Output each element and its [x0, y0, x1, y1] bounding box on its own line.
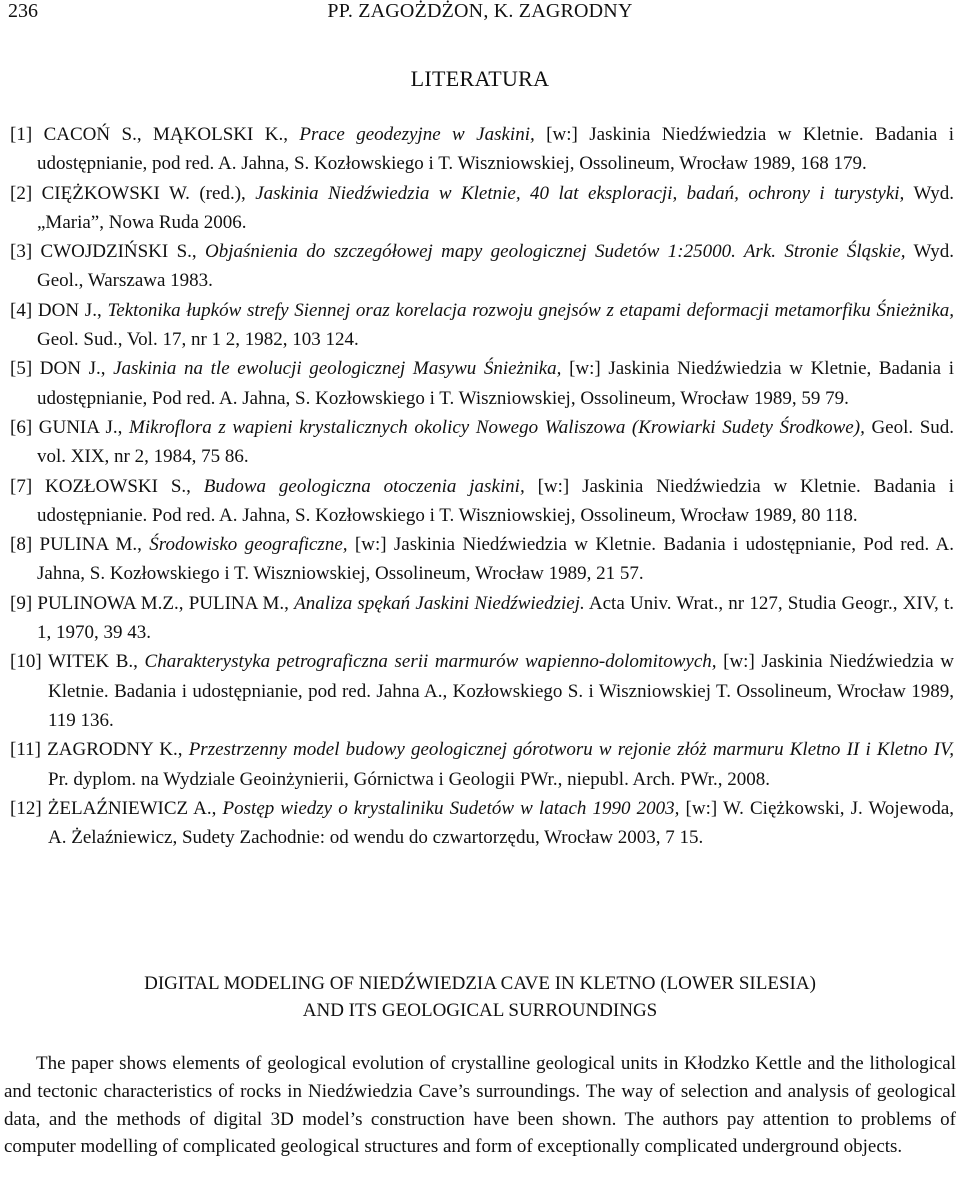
reference-item: [7] KOZŁOWSKI S., Budowa geologiczna otoczenia jaskini, [w:] Jaskinia Niedźwiedzia w Kletnie. Badania i udostępnianie. Pod red. A. Jahna, S. Kozłowskiego i T. Wiszniowskiej, Ossolineum, Wrocław 1989, 80 118.	[10, 475, 955, 526]
page-number: 236	[8, 0, 38, 22]
reference-item: [2] CIĘŻKOWSKI W. (red.), Jaskinia Niedźwiedzia w Kletnie, 40 lat eksploracji, badań, ochrony i turystyki, Wyd. „Maria”, Nowa Ruda 2006.	[10, 182, 954, 233]
running-header: PP. ZAGOŻDŻON, K. ZAGRODNY	[327, 0, 633, 22]
section-heading: LITERATURA	[410, 66, 550, 91]
abstract-body: The paper shows elements of geological evolution of crystalline geological units in Kłodzko Kettle and the lithological and tectonic characteristics of rocks in Niedźwiedzia Cave’s surroundings. The way of selection and analysis of geological data, and the methods of digital 3D model’s construction have been shown. The authors pay attention to problems of computer modelling of complicated geological structures and form of exceptionally complicated underground objects.	[4, 1053, 956, 1158]
reference-item: [3] CWOJDZIŃSKI S., Objaśnienia do szczegółowej mapy geologicznej Sudetów 1:25000. Ark. Stronie Śląskie, Wyd. Geol., Warszawa 1983.	[10, 241, 955, 292]
abstract-title-line: DIGITAL MODELING OF NIEDŹWIEDZIA CAVE IN KLETNO (LOWER SILESIA)	[144, 973, 816, 994]
reference-item: [6] GUNIA J., Mikroflora z wapieni krystalicznych okolicy Nowego Waliszowa (Krowiarki Sudety Środkowe), Geol. Sud. vol. XIX, nr 2, 1984, 75 86.	[10, 416, 955, 468]
reference-item: [12] ŻELAŹNIEWICZ A., Postęp wiedzy o krystaliniku Sudetów w latach 1990 2003, [w:] W. Ciężkowski, J. Wojewoda, A. Żelaźniewicz, Sudety Zachodnie: od wendu do czwartorzędu, Wrocław 2003, 7 15.	[10, 797, 955, 849]
reference-list	[10, 120, 954, 852]
reference-item: [8] PULINA M., Środowisko geograficzne, [w:] Jaskinia Niedźwiedzia w Kletnie. Badania i udostępnianie, Pod red. A. Jahna, S. Kozłowskiego i T. Wiszniowskiej, Ossolineum, Wrocław 1989, 21 57.	[10, 534, 955, 585]
reference-item: [10] WITEK B., Charakterystyka petrograficzna serii marmurów wapienno-dolomitowych, [w:] Jaskinia Niedźwiedzia w Kletnie. Badania i udostępnianie, pod red. Jahna A., Kozłowskiego S. i Wiszniowskiej T. Ossolineum, Wrocław 1989, 119 136.	[10, 651, 954, 731]
reference-item: [4] DON J., Tektonika łupków strefy Siennej oraz korelacja rozwoju gnejsów z etapami deformacji metamorfiku Śnieżnika, Geol. Sud., Vol. 17, nr 1 2, 1982, 103 124.	[10, 299, 955, 351]
reference-item: [1] CACOŃ S., MĄKOLSKI K., Prace geodezyjne w Jaskini, [w:] Jaskinia Niedźwiedzia w Kletnie. Badania i udostępnianie, pod red. A. Jahna, S. Kozłowskiego i T. Wiszniowskiej, Ossolineum, Wrocław 1989, 168 179.	[10, 124, 955, 175]
abstract-title-line: AND ITS GEOLOGICAL SURROUNDINGS	[302, 1000, 658, 1021]
abstract-title	[0, 970, 960, 1024]
reference-item: [5] DON J., Jaskinia na tle ewolucji geologicznej Masywu Śnieżnika, [w:] Jaskinia Niedźwiedzia w Kletnie, Badania i udostępnianie, Pod red. A. Jahna, S. Kozłowskiego i T. Wiszniowskiej, Ossolineum, Wrocław 1989, 59 79.	[10, 358, 955, 409]
reference-item: [11] ZAGRODNY K., Przestrzenny model budowy geologicznej górotworu w rejonie złóż marmuru Kletno II i Kletno IV, Pr. dyplom. na Wydziale Geoinżynierii, Górnictwa i Geologii PWr., niepubl. Arch. PWr., 2008.	[10, 739, 955, 790]
reference-item: [9] PULINOWA M.Z., PULINA M., Analiza spękań Jaskini Niedźwiedziej. Acta Univ. Wrat., nr 127, Studia Geogr., XIV, t. 1, 1970, 39 43.	[10, 592, 955, 644]
